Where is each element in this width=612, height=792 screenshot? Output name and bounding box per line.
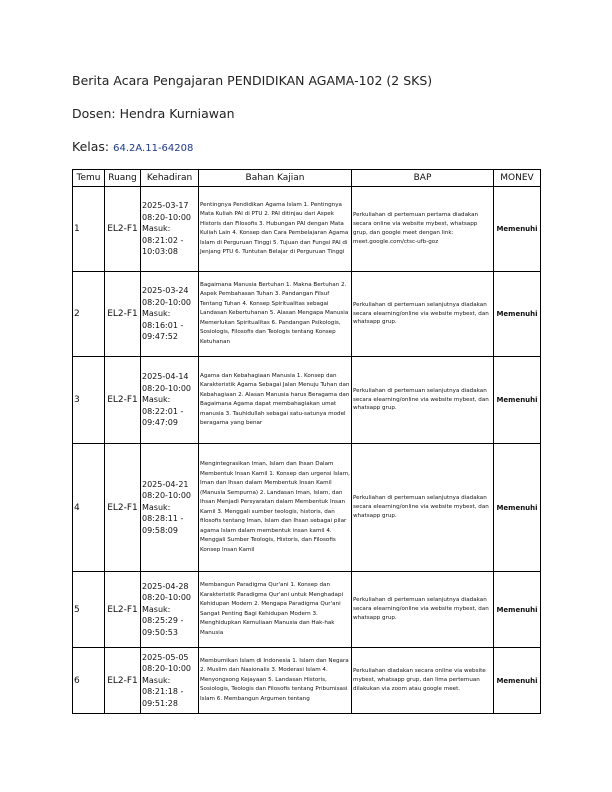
monev-cell: Memenuhi [494, 272, 541, 357]
table-row [73, 648, 541, 714]
class-line [72, 139, 193, 154]
document-title: Berita Acara Pengajaran PENDIDIKAN AGAMA-102 (2 SKS) [72, 73, 433, 88]
ruang-cell: EL2-F1 [105, 444, 141, 572]
table-row [73, 357, 541, 444]
col-header-monev: MONEV [494, 170, 541, 187]
attendance-status: Masuk: [142, 224, 171, 234]
bahan-kajian-cell: Pentingnya Pendidikan Agama Islam 1. Pentingnya Mata Kuliah PAI di PTU 2. PAI ditinjau dari Aspek Historis dan Filosofis 3. Hubungan PAI dengan Mata Kuliah Lain 4. Konsep dan Cara Pembelajaran Agama Islam di Perguruan Tinggi 5. Tujuan dan Fungsi PAI di Jenjang PTU 6. Tuntutan Belajar di Perguruan Tinggi [199, 187, 352, 272]
ruang-cell: EL2-F1 [105, 272, 141, 357]
session-date: 2025-04-21 [142, 479, 189, 489]
exit-time: 09:50:53 [142, 627, 178, 637]
table-row [73, 187, 541, 272]
kehadiran-cell [141, 572, 199, 648]
bap-cell: Perkuliahan di pertemuan selanjutnya diadakan secara elearning/online via website mybest, dan whatsapp grup. [352, 444, 494, 572]
ruang-cell: EL2-F1 [105, 187, 141, 272]
col-header-kehadiran: Kehadiran [141, 170, 199, 187]
kehadiran-cell [141, 357, 199, 444]
temu-cell: 2 [73, 272, 105, 357]
col-header-bap: BAP [352, 170, 494, 187]
monev-cell: Memenuhi [494, 572, 541, 648]
table-row [73, 572, 541, 648]
bap-cell: Perkuliahan diadakan secara online via website mybest, whatsapp grup, dan lima pertemuan dilakukan via zoom atau google meet. [352, 648, 494, 714]
attendance-status: Masuk: [142, 309, 171, 319]
session-time: 08:20-10:00 [142, 383, 191, 393]
kehadiran-cell [141, 187, 199, 272]
temu-cell: 4 [73, 444, 105, 572]
entry-time: 08:16:01 - [142, 320, 184, 330]
attendance-status: Masuk: [142, 675, 171, 685]
monev-cell: Memenuhi [494, 444, 541, 572]
bahan-kajian-cell: Bagaimana Manusia Bertuhan 1. Makna Bertuhan 2. Aspek Pembahasan Tuhan 3. Pandangan Filsuf Tentang Tuhan 4. Konsep Spiritualitas sebagai Landasan Kebertuhanan 5. Alasan Mengapa Manusia Memerlukan Spiritualitas 6. Pandangan Psikologis, Sosiologis, Filosofis dan Teologis tentang Konsep Ketuhanan [199, 272, 352, 357]
session-date: 2025-04-14 [142, 372, 189, 382]
entry-time: 08:22:01 - [142, 406, 184, 416]
bahan-kajian-cell: Agama dan Kebahagiaan Manusia 1. Konsep dan Karakteristik Agama Sebagai Jalan Menuju Tuhan dan Kebahagiaan 2. Alasan Manusia harus Beragama dan Bagaimana Agama dapat membahagiakan umat manusia 3. Tauhidullah sebagai satu-satunya model beragama yang benar [199, 357, 352, 444]
session-date: 2025-05-05 [142, 652, 189, 662]
monev-cell: Memenuhi [494, 187, 541, 272]
temu-cell: 1 [73, 187, 105, 272]
exit-time: 09:47:52 [142, 332, 178, 342]
bap-cell: Perkuliahan di pertemuan selanjutnya diadakan secara elearning/online via website mybest, dan whatsapp grup. [352, 272, 494, 357]
table-header-row [73, 170, 541, 187]
attendance-status: Masuk: [142, 395, 171, 405]
col-header-ruang: Ruang [105, 170, 141, 187]
entry-time: 08:28:11 - [142, 514, 184, 524]
temu-cell: 5 [73, 572, 105, 648]
exit-time: 10:03:08 [142, 247, 178, 257]
col-header-temu: Temu [73, 170, 105, 187]
bahan-kajian-cell: Membangun Paradigma Qur'ani 1. Konsep dan Karakteristik Paradigma Qur'ani untuk Menghadapi Kehidupan Modern 2. Mengapa Paradigma Qur'ani Sangat Penting Bagi Kehidupan Modern 3. Menghidupkan Kemuliaan Manusia dan Hak-hak Manusia [199, 572, 352, 648]
session-time: 08:20-10:00 [142, 664, 191, 674]
session-time: 08:20-10:00 [142, 593, 191, 603]
monev-cell: Memenuhi [494, 648, 541, 714]
teaching-record-table [72, 169, 541, 714]
ruang-cell: EL2-F1 [105, 572, 141, 648]
session-time: 08:20-10:00 [142, 212, 191, 222]
bahan-kajian-cell: Membumikan Islam di Indonesia 1. Islam dan Negara 2. Muslim dan Nasionalis 3. Moderasi Islam 4. Menyongsong Kejayaan 5. Landasan Historis, Sosiologis, Teologis dan Filosofis tentang Pribumisasi Islam 6. Membangun Argumen tentang [199, 648, 352, 714]
session-date: 2025-03-17 [142, 201, 189, 211]
session-time: 08:20-10:00 [142, 491, 191, 501]
kehadiran-cell [141, 444, 199, 572]
entry-time: 08:21:18 - [142, 687, 184, 697]
table-row [73, 444, 541, 572]
attendance-status: Masuk: [142, 604, 171, 614]
bahan-kajian-cell: Mengintegrasikan Iman, Islam dan Ihsan Dalam Membentuk Insan Kamil 1. Konsep dan urgensi Islam, Iman dan Ihsan dalam Membentuk Insan Kamil (Manusia Sempurna) 2. Landasan Iman, Islam, dan Ihsan Menjadi Persyaratan dalam Membentuk Insan Kamil 3. Menggali sumber teologis, historis, dan filosofis tentang Iman, Islam dan Ihsan sebagai pilar agama Islam dalam membentuk insan kamil 4. Menggali Sumber Teologis, Historis, dan Filosofis Konsep Insan Kamil [199, 444, 352, 572]
col-header-bahan-kajian: Bahan Kajian [199, 170, 352, 187]
ruang-cell: EL2-F1 [105, 648, 141, 714]
bap-cell: Perkuliahan di pertemuan selanjutnya diadakan secara elearning/online via website mybest, dan whatsapp grup. [352, 357, 494, 444]
bap-cell: Perkuliahan di pertemuan pertama diadakan secara online via website mybest, whatsapp grup, dan google meet dengan link: meet.google.com/ctsc-ufb-goz [352, 187, 494, 272]
table-row [73, 272, 541, 357]
exit-time: 09:58:09 [142, 525, 178, 535]
kehadiran-cell [141, 272, 199, 357]
class-code: 64.2A.11-64208 [113, 143, 194, 154]
entry-time: 08:25:29 - [142, 616, 184, 626]
ruang-cell: EL2-F1 [105, 357, 141, 444]
temu-cell: 3 [73, 357, 105, 444]
bap-cell: Perkuliahan di pertemuan selanjutnya diadakan secara elearning/online via website mybest, dan whatsapp grup. [352, 572, 494, 648]
lecturer-line: Dosen: Hendra Kurniawan [72, 106, 235, 121]
session-date: 2025-04-28 [142, 581, 189, 591]
monev-cell: Memenuhi [494, 357, 541, 444]
session-date: 2025-03-24 [142, 286, 189, 296]
kehadiran-cell [141, 648, 199, 714]
entry-time: 08:21:02 - [142, 235, 184, 245]
exit-time: 09:51:28 [142, 698, 178, 708]
exit-time: 09:47:09 [142, 418, 178, 428]
attendance-status: Masuk: [142, 502, 171, 512]
class-label: Kelas: [72, 139, 114, 154]
session-time: 08:20-10:00 [142, 297, 191, 307]
temu-cell: 6 [73, 648, 105, 714]
